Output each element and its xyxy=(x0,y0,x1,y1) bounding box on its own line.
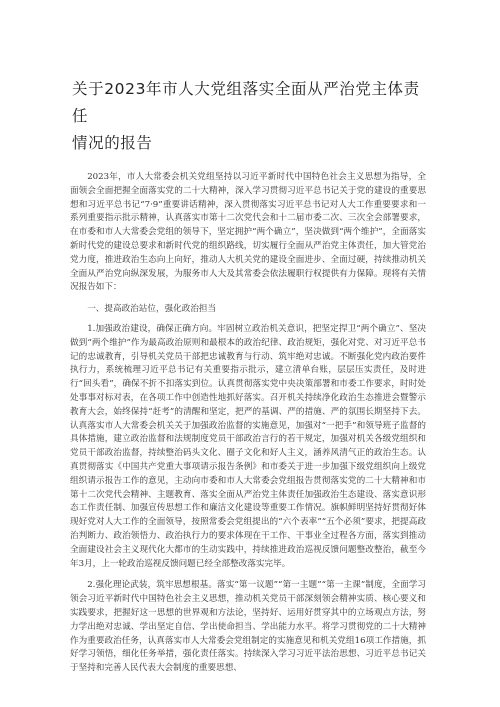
title-line-2: 情况的报告 xyxy=(72,134,153,152)
section-heading: 一、提高政治站位，强化政治担当 xyxy=(87,304,217,315)
title-line-1: 关于2023年市人大党组落实全面从严治党主体责任 xyxy=(72,80,420,125)
body-paragraph-2: 2.强化理论武装，筑牢思想根基。落实“第一议题”“第一主题”“第一主课”制度，全面学习领会习近平新时代中国特色社会主义思想，推动机关党员干部深刻领会精神实质、核心要义和实践要求，把握好这一思想的世界观和方法论，坚持好、运用好贯穿其中的立场观点方法，努力学出绝对忠诚、学出坚定自信、学出使命担当、学出能力水平。将学习贯彻党的二十大精神作为重要政治任务，认真落实市人大常委会党组制定的实施意见和机关党组16项工作措施，抓好学习领悟，细化任务举措，强化责任落实。持续深入学习习近平法治思想、习近平总书记关于坚持和完善人民代表大会制度的重要思想、 xyxy=(70,580,426,674)
document-title xyxy=(72,76,426,157)
intro-paragraph: 2023年，市人大常委会机关党组坚持以习近平新时代中国特色社会主义思想为指导，全面领会全面把握全面落实党的二十大精神，深入学习贯彻习近平总书记关于党的建设的重要思想和习近平总书记“7·9”重要讲话精神，深入贯彻落实习近平总书记对人大工作重要要求和一系列重要指示批示精神，认真落实市第十二次党代会和十二届市委二次、三次全会部署要求，在市委和市人大常委会党组的领导下，坚定拥护“两个确立”，坚决做到“两个维护”，全面落实新时代党的建设总要求和新时代党的组织路线，切实履行全面从严治党主体责任，加大管党治党力度，推进政治生态向上向好，推动人大机关党的建设全面进步、全面过硬，持续推动机关全面从严治党向纵深发展，为服务市人大及其常委会依法履职行权提供有力保障。现将有关情况报告如下： xyxy=(70,172,426,293)
body-paragraph-1: 1.加强政治建设，确保正确方向。牢固树立政治机关意识，把坚定捍卫“两个确立”、坚决做到“两个维护”作为最高政治原则和最根本的政治纪律、政治规矩，强化对党、对习近平总书记的忠诚教育，引导机关党员干部把忠诚教育与行动、筑牢绝对忠诚。不断强化党内政治要件执行力，系统梳理习近平总书记有关重要指示批示，建立清单台账，层层压实责任，及时进行“回头看”，确保不折不扣落实到位。认真贯彻落实党中央决策部署和市委工作要求，时时处处事事对标对表，在各项工作中创造性地抓好落实。召开机关持续净化政治生态推进会暨警示教育大会，始终保持“赶考”的清醒和坚定，把严的基调、严的措施、严的氛围长期坚持下去。认真落实市人大常委会机关关于加强政治监督的实施意见，加强对“一把手”和领导班子监督的具体措施，建立政治监督和法规制度党员干部政治言行的若干规定，加强对机关各级党组织和党员干部政治监督，持续整治码头文化、圈子文化和好人主义，涵养风清气正的政治生态。认真贯彻落实《中国共产党重大事项请示报告条例》和市委关于进一步加强下级党组织向上级党组织请示报告工作的意见，主动向市委和市人大常委会党组报告贯彻落实党的二十大精神和市第十二次党代会精神、主题教育、落实全面从严治党主体责任加强政治生态建设、落实意识形态工作责任制、加强宣传思想工作和廉洁文化建设等重要工作情况。旗帜鲜明坚持好贯彻好体现好党对人大工作的全面领导，按照常委会党组提出的“六个表率”“五个必须”要求，把提高政治判断力、政治领悟力、政治执行力的要求体现在干工作、干事业全过程各方面，落实到推动全面建设社会主义现代化大都市的生动实践中，持续推进政治巡视反馈问题整改整治，截至今年3月，上一轮政治巡视反馈问题已经全部整改落实完毕。 xyxy=(70,323,426,569)
